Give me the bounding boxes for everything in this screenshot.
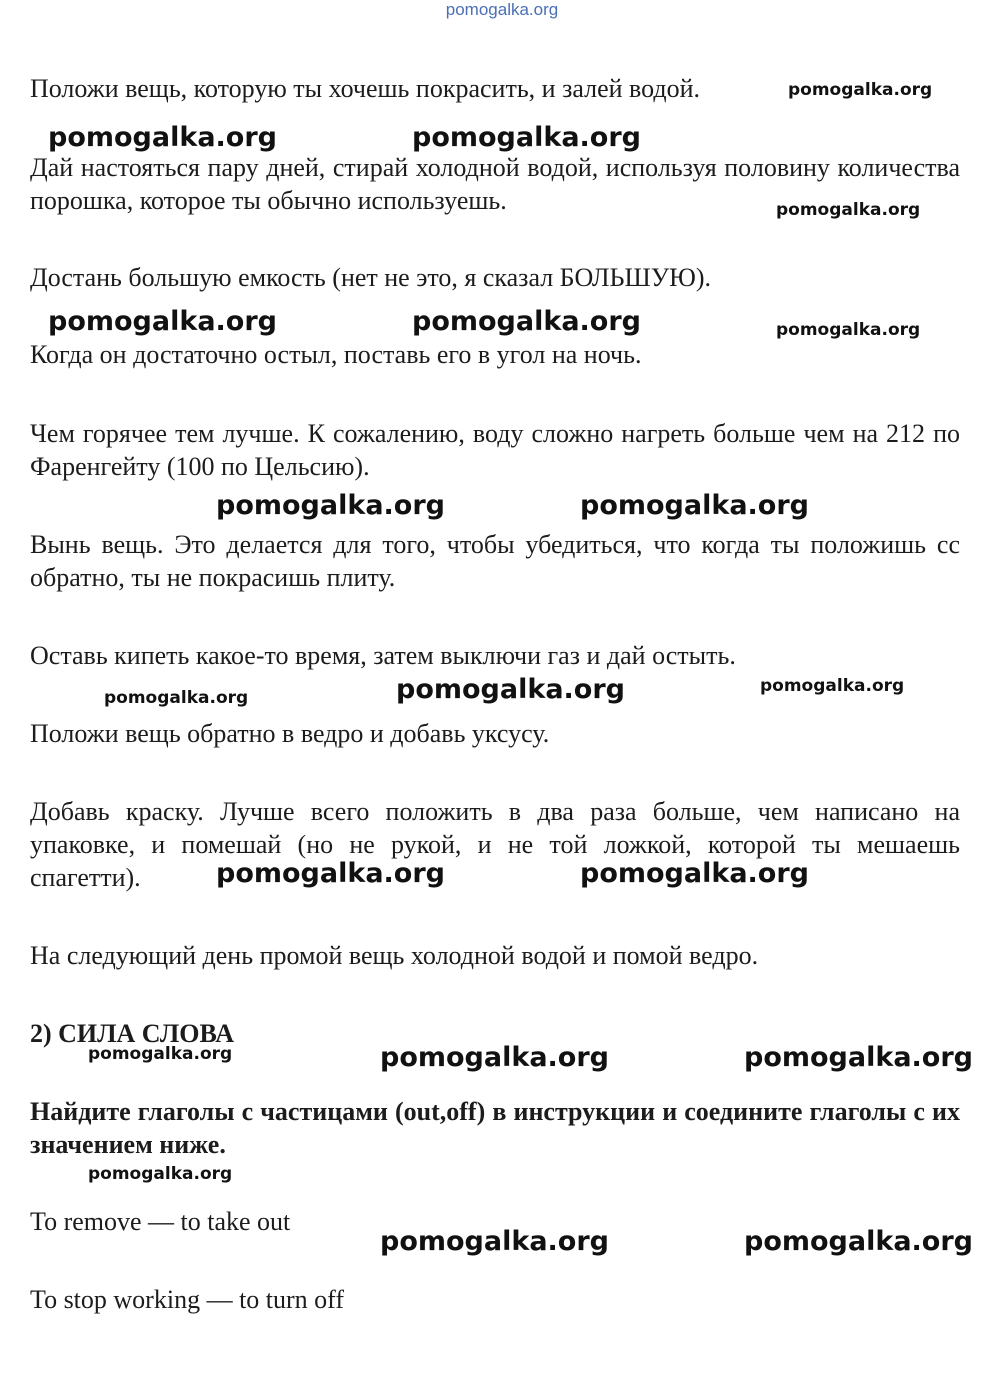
paragraph-10: На следующий день промой вещь холодной водой и помой ведро.: [30, 941, 759, 970]
paragraph-6: Вынь вещь. Это делается для того, чтобы убедиться, что когда ты положишь сс обратно, ты не покрасишь плиту.: [30, 530, 960, 592]
answer-1: To remove — to take out: [30, 1207, 291, 1236]
paragraph-9: Добавь краску. Лучше всего положить в два раза больше, чем написано на упаковке, и помешай (но не рукой, и не той ложкой, которой ты мешаешь спагетти).: [30, 797, 960, 892]
watermark: pomogalka.org: [48, 122, 277, 153]
watermark: pomogalka.org: [776, 320, 921, 340]
task-instruction: Найдите глаголы с частицами (out,off) в инструкции и соедините глаголы с их значением ниже.: [30, 1097, 960, 1159]
paragraph-1: Положи вещь, которую ты хочешь покрасить, и залей водой.: [30, 74, 701, 103]
section-heading: 2) СИЛА СЛОВА: [30, 1019, 235, 1048]
watermark: pomogalka.org: [788, 80, 933, 100]
header-watermark: pomogalka.org: [445, 0, 559, 19]
watermark: pomogalka.org: [48, 306, 277, 337]
watermark: pomogalka.org: [580, 490, 809, 521]
watermark: pomogalka.org: [380, 1042, 609, 1073]
paragraph-3: Достань большую емкость (нет не это, я сказал БОЛЬШУЮ).: [30, 263, 712, 292]
paragraph-7: Оставь кипеть какое-то время, затем выключи газ и дай остыть.: [30, 641, 736, 670]
watermark: pomogalka.org: [776, 200, 921, 220]
watermark: pomogalka.org: [88, 1164, 233, 1184]
watermark: pomogalka.org: [760, 676, 905, 696]
watermark: pomogalka.org: [216, 490, 445, 521]
watermark: pomogalka.org: [396, 674, 625, 705]
answer-2: To stop working — to turn off: [30, 1285, 345, 1314]
paragraph-4: Когда он достаточно остыл, поставь его в угол на ночь.: [30, 340, 642, 369]
watermark: pomogalka.org: [744, 1226, 973, 1257]
paragraph-8: Положи вещь обратно в ведро и добавь уксусу.: [30, 719, 550, 748]
paragraph-5: Чем горячее тем лучше. К сожалению, воду сложно нагреть больше чем на 212 по Фаренгейту (100 по Цельсию).: [30, 419, 960, 481]
watermark: pomogalka.org: [412, 122, 641, 153]
paragraph-2: Дай настояться пару дней, стирай холодной водой, используя половину количества порошка, которое ты обычно используешь.: [30, 153, 960, 215]
watermark: pomogalka.org: [412, 306, 641, 337]
watermark: pomogalka.org: [216, 858, 445, 889]
watermark: pomogalka.org: [380, 1226, 609, 1257]
watermark: pomogalka.org: [744, 1042, 973, 1073]
watermark: pomogalka.org: [104, 688, 249, 708]
watermark: pomogalka.org: [88, 1044, 233, 1064]
watermark: pomogalka.org: [580, 858, 809, 889]
